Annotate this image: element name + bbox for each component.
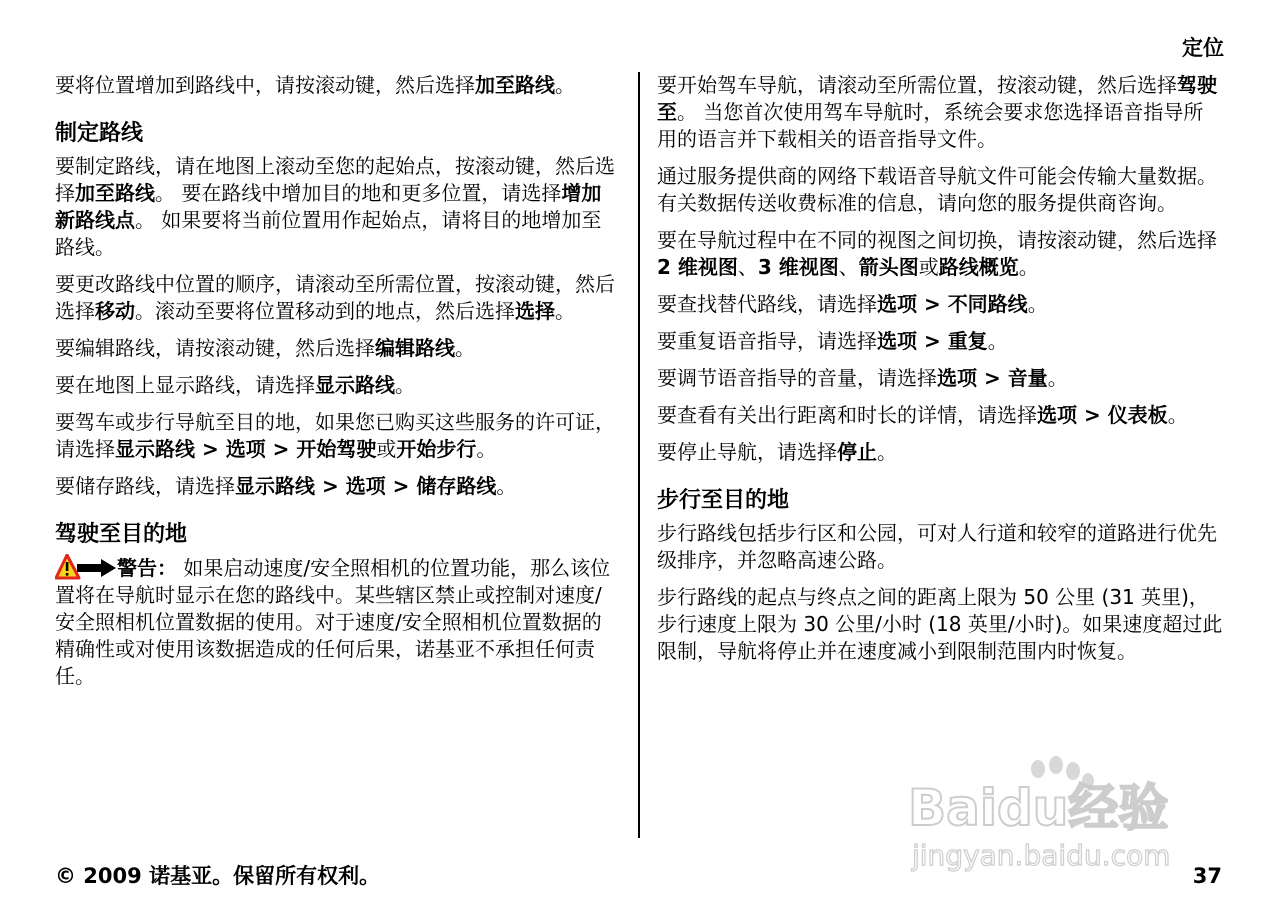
ui-term: 2 维视图 [657,255,738,279]
paragraph-navigate: 要驾车或步行导航至目的地，如果您已购买这些服务的许可证，请选择显示路线 > 选项 > 开始驾驶或开始步行。 [55,410,615,461]
copyright: © 2009 诺基亚。保留所有权利。 [55,864,381,888]
page-number: 37 [1192,864,1222,888]
heading-walk: 步行至目的地 [657,488,790,513]
heading-drive: 驾驶至目的地 [55,522,188,547]
ui-term: 选项 [225,437,266,461]
ui-term: 加至路线 [75,181,155,205]
ui-term: 音量 [1007,366,1048,390]
paragraph-save-route: 要储存路线，请选择显示路线 > 选项 > 储存路线。 [55,474,517,498]
paragraph-data-transfer: 通过服务提供商的网络下载语音导航文件可能会传输大量数据。有关数据传送收费标准的信息，请向您的服务提供商咨询。 [657,164,1217,215]
ui-term: 选项 [1037,403,1077,427]
ui-term: 3 维视图 [757,255,839,279]
watermark-url: jingyan.baidu.com [912,839,1171,872]
paragraph-alt-route: 要查找替代路线，请选择选项 > 不同路线。 [657,292,1048,316]
ui-term: 开始驾驶 [296,437,377,461]
ui-term: 驾驶至 [657,73,1217,124]
ui-term: 选项 [345,474,386,498]
ui-term: 选项 [877,292,917,316]
baidu-watermark [900,755,1210,875]
column-divider [638,72,640,838]
paragraph-reorder: 要更改路线中位置的顺序，请滚动至所需位置，按滚动键，然后选择移动。滚动至要将位置移动到的地点，然后选择选择。 [55,272,615,323]
paragraph-stop: 要停止导航，请选择停止。 [657,440,897,464]
right-column [657,72,1223,675]
paragraph-repeat: 要重复语音指导，请选择选项 > 重复。 [657,329,1008,353]
ui-term: 显示路线 [315,373,395,397]
warning-label: 警告： [117,556,177,580]
ui-term: 显示路线 [235,474,315,498]
ui-term: 重复 [947,329,988,353]
ui-term: 箭头图 [858,255,919,279]
ui-term: 路线概览 [938,255,1019,279]
ui-term: 开始步行 [396,437,477,461]
ui-term: 选项 [937,366,977,390]
paragraph-add-to-route: 要将位置增加到路线中，请按滚动键，然后选择加至路线。 [55,73,575,97]
paragraph-dashboard: 要查看有关出行距离和时长的详情，请选择选项 > 仪表板。 [657,403,1188,427]
ui-term: 选项 [877,329,917,353]
ui-term: 选择 [515,299,555,323]
ui-term: 加至路线 [475,73,555,97]
warning-text: 如果启动速度/安全照相机的位置功能，那么该位置将在导航时显示在您的路线中。某些辖区禁止或控制对速度/安全照相机位置数据的使用。对于速度/安全照相机位置数据的精确性或对使用该数据造成的任何后果，诺基亚不承担任何责任。 [55,556,611,688]
paragraph-volume: 要调节语音指导的音量，请选择选项 > 音量。 [657,366,1068,390]
paragraph-start-drive: 要开始驾车导航，请滚动至所需位置，按滚动键，然后选择驾驶至。 当您首次使用驾车导航时，系统会要求您选择语音指导所用的语言并下载相关的语音指导文件。 [657,73,1217,151]
warning-icon [55,554,117,580]
paragraph-walk-limits: 步行路线的起点与终点之间的距离上限为 50 公里 (31 英里)，步行速度上限为 30 公里/小时 (18 英里/小时)。如果速度超过此限制，导航将停止并在速度减小到限制范围内时恢复。 [657,585,1223,663]
ui-term: 储存路线 [416,474,497,498]
heading-make-route: 制定路线 [55,121,144,146]
ui-term: 不同路线 [947,292,1028,316]
paragraph-walk-route: 步行路线包括步行区和公园，可对人行道和较窄的道路进行优先级排序，并忽略高速公路。 [657,521,1217,572]
paragraph-warning [55,554,621,690]
paragraph-switch-view: 要在导航过程中在不同的视图之间切换，请按滚动键，然后选择 2 维视图、3 维视图、箭头图或路线概览。 [657,228,1217,279]
ui-term: 仪表板 [1107,403,1168,427]
watermark-brand: Baidu经验 [908,779,1169,837]
ui-term: 移动 [95,299,135,323]
ui-term: 停止 [837,440,877,464]
paragraph-make-route: 要制定路线，请在地图上滚动至您的起始点，按滚动键，然后选择加至路线。 要在路线中增加目的地和更多位置，请选择增加新路线点。 如果要将当前位置用作起始点，请将目的地增加至路线。 [55,154,615,259]
ui-term: 显示路线 [115,437,195,461]
ui-term: 编辑路线 [375,336,455,360]
left-column [55,72,621,700]
paragraph-edit-route: 要编辑路线，请按滚动键，然后选择编辑路线。 [55,336,475,360]
section-title: 定位 [1182,36,1224,60]
paragraph-show-route: 要在地图上显示路线，请选择显示路线。 [55,373,415,397]
ui-term: 增加新路线点 [55,181,602,232]
